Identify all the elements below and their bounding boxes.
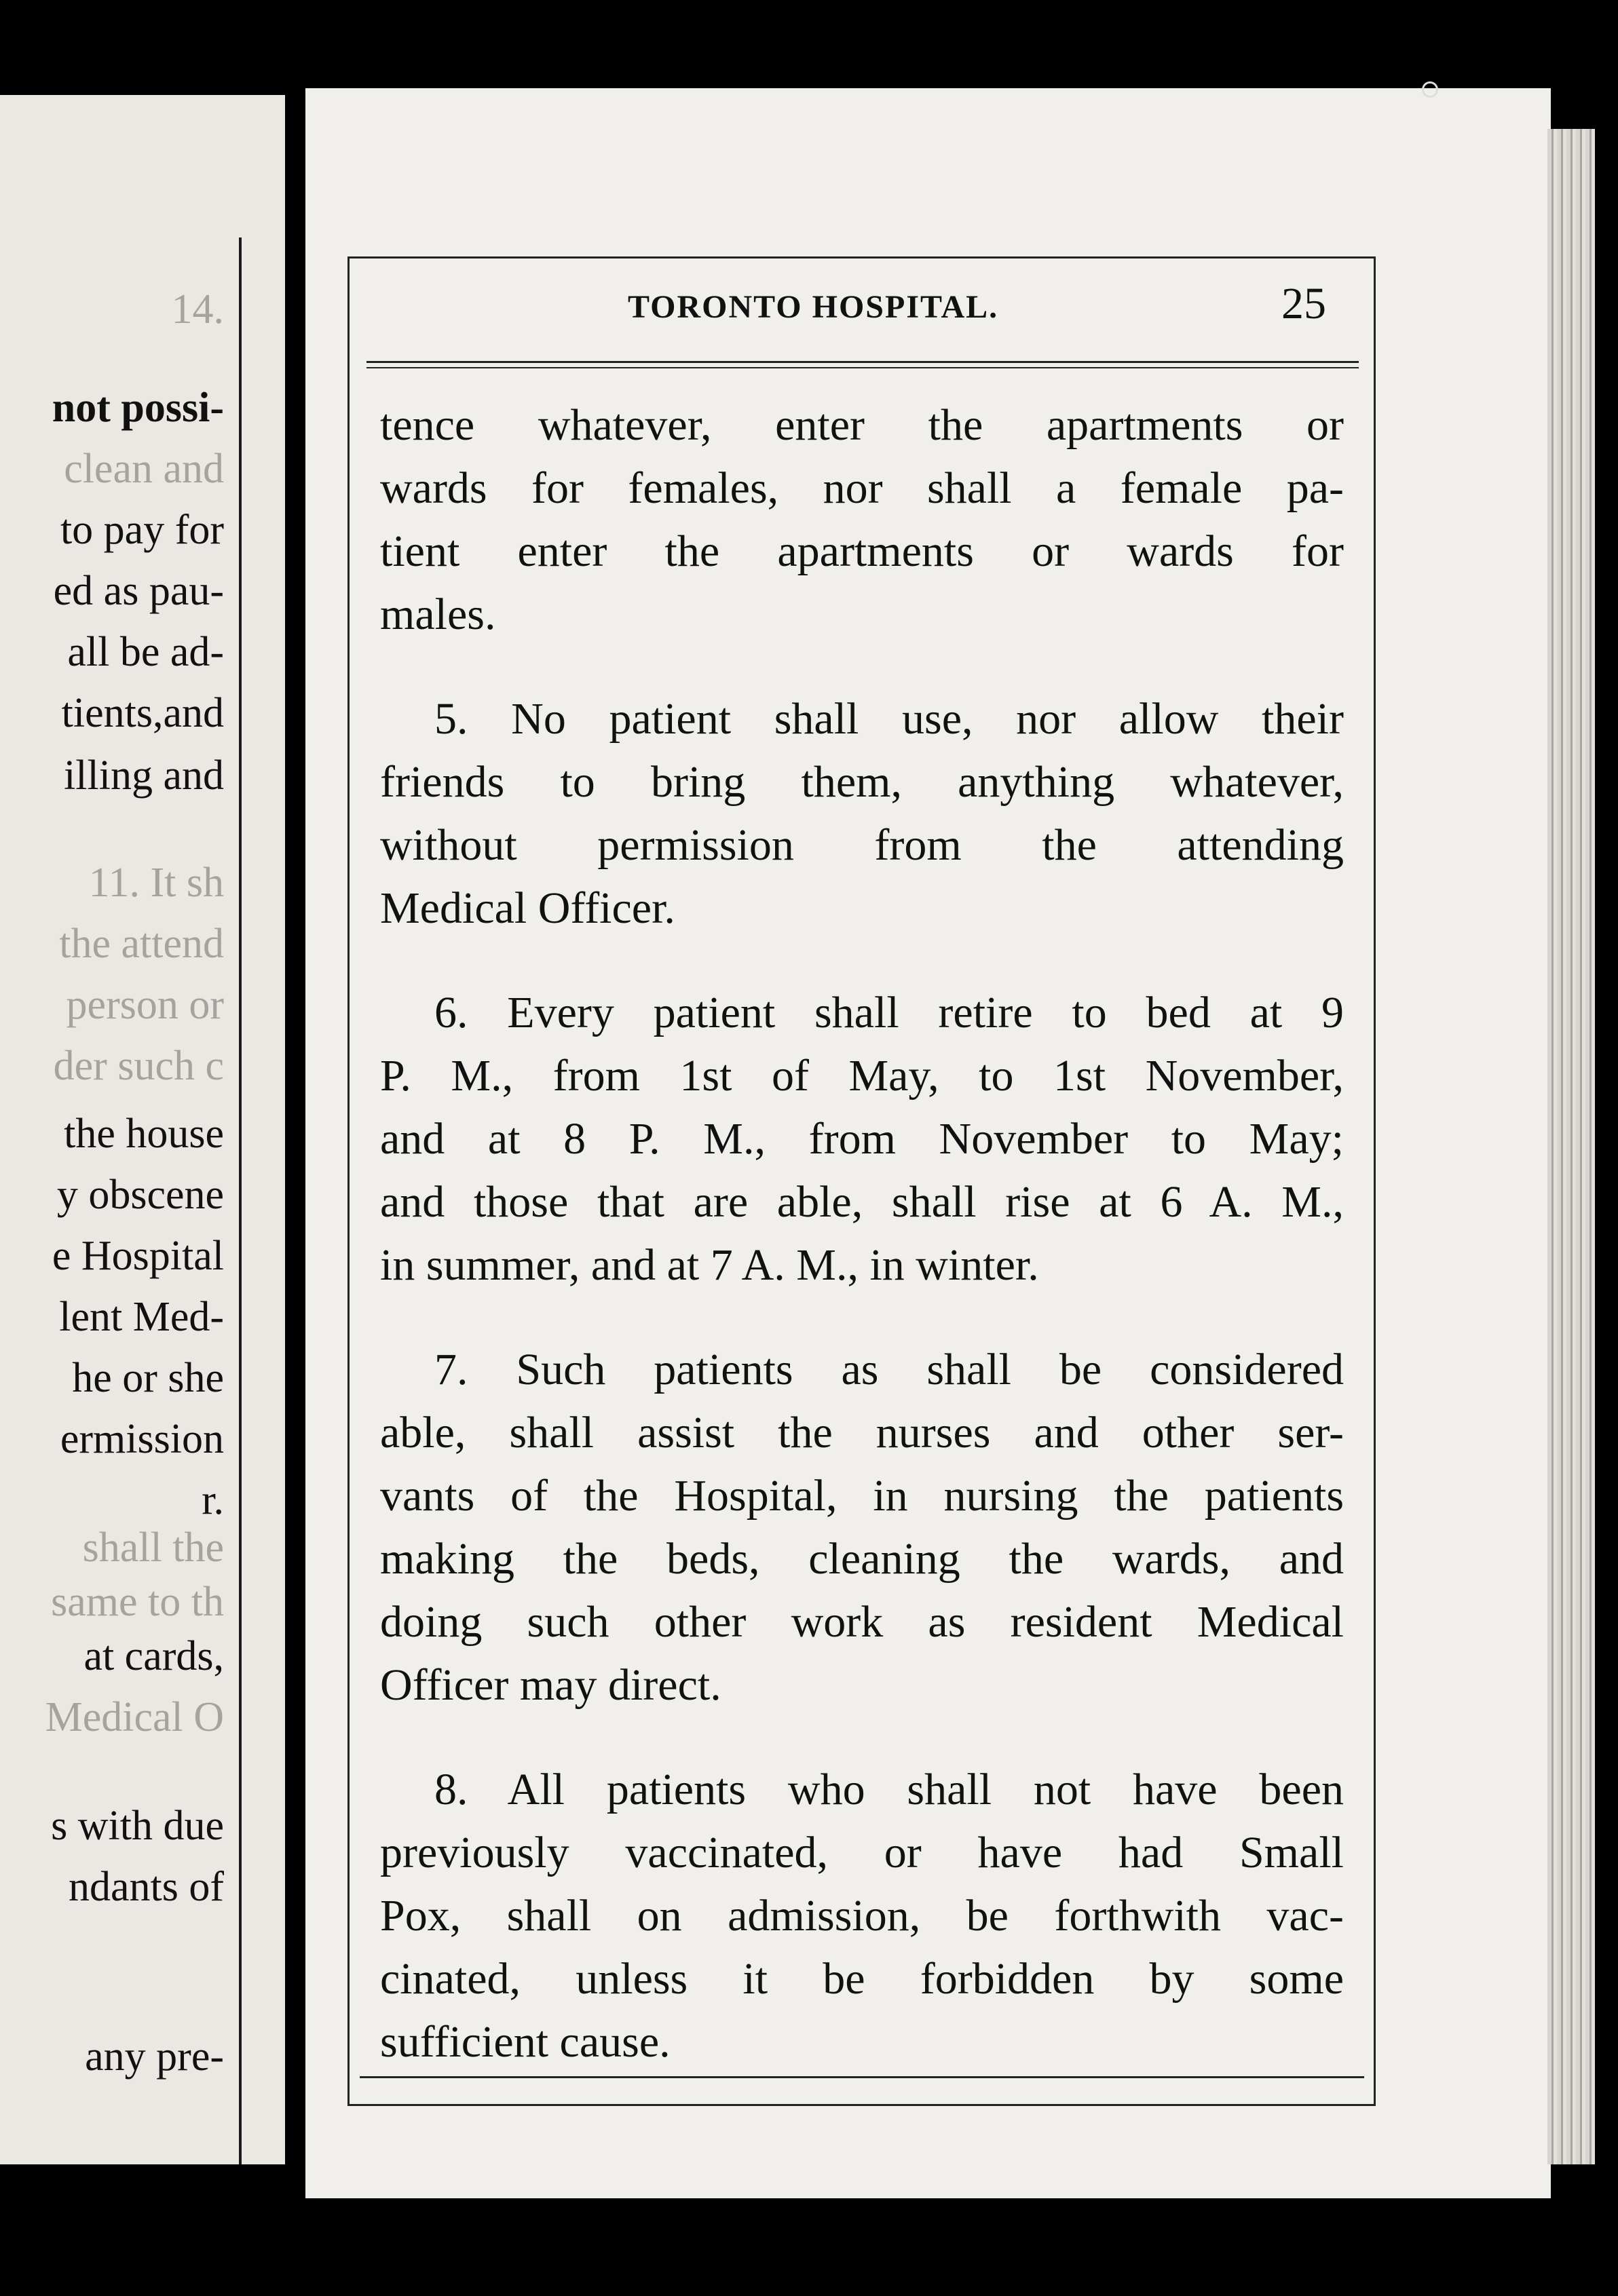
rule-7 (380, 1338, 1344, 1717)
text-line: vants of the Hospital, in nursing the patients (380, 1471, 1344, 1520)
text-line: 6. Every patient shall retire to bed at 9 (434, 988, 1344, 1037)
facing-page-line: e Hospital (52, 1233, 224, 1279)
text-line: 7. Such patients as shall be considered (434, 1345, 1344, 1394)
footer-rule (360, 2076, 1364, 2078)
facing-page-line: ndants of (68, 1864, 224, 1910)
text-line: in summer, and at 7 A. M., in winter. (380, 1240, 1039, 1290)
text-line: previously vaccinated, or have had Small (380, 1828, 1344, 1877)
facing-page-line: the attend (59, 921, 224, 967)
facing-page-line: same to th (51, 1579, 224, 1625)
facing-page-line: der such c (53, 1043, 224, 1089)
text-line: tence whatever, enter the apartments or (380, 400, 1344, 450)
text-line: doing such other work as resident Medical (380, 1597, 1344, 1647)
book-gutter (285, 102, 305, 2178)
facing-page-line: tients,and (61, 690, 224, 736)
page-edges (1547, 129, 1595, 2164)
text-line: friends to bring them, anything whatever, (380, 757, 1344, 807)
text-line: Medical Officer. (380, 883, 675, 933)
rule-6 (380, 981, 1344, 1297)
facing-page-line: he or she (72, 1355, 224, 1401)
scan-mark (1422, 81, 1438, 98)
facing-page-line: ed as pau- (53, 568, 224, 614)
facing-page-line: the house (64, 1111, 224, 1157)
text-line: 8. All patients who shall not have been (434, 1765, 1344, 1814)
text-line: sufficient cause. (380, 2017, 671, 2067)
facing-page-line: person or (66, 982, 224, 1028)
text-line: and those that are able, shall rise at 6 A. M., (380, 1177, 1344, 1227)
facing-page-line: lent Med- (59, 1294, 224, 1340)
running-head: TORONTO HOSPITAL. (628, 289, 999, 325)
page-body (380, 394, 1344, 2115)
facing-page-line: clean and (64, 446, 224, 492)
text-line: and at 8 P. M., from November to May; (380, 1114, 1344, 1164)
facing-page-line: at cards, (83, 1633, 224, 1679)
facing-page-rule (239, 237, 242, 2164)
facing-page-line: shall the (82, 1525, 224, 1571)
facing-page-line: ermission (60, 1416, 224, 1462)
facing-page-line: all be ad- (67, 629, 224, 675)
text-line: making the beds, cleaning the wards, and (380, 1534, 1344, 1584)
text-line: males. (380, 590, 496, 639)
text-line: P. M., from 1st of May, to 1st November, (380, 1051, 1344, 1101)
rule-8 (380, 1758, 1344, 2073)
page-number: 25 (1281, 279, 1326, 328)
facing-page-line: Medical O (45, 1694, 224, 1740)
facing-page-line: any pre- (85, 2033, 224, 2080)
text-line: Pox, shall on admission, be forthwith vac- (380, 1891, 1344, 1940)
text-line: cinated, unless it be forbidden by some (380, 1954, 1344, 2004)
facing-page-line: illing and (64, 752, 224, 799)
paragraph-continuation (380, 394, 1344, 646)
facing-page (0, 95, 285, 2164)
facing-page-line: y obscene (56, 1172, 224, 1218)
facing-page-line: 11. It sh (88, 860, 224, 906)
facing-page-line: not possi- (52, 385, 224, 431)
header-rule (366, 361, 1359, 368)
text-line: wards for females, nor shall a female pa- (380, 463, 1344, 513)
text-line: tient enter the apartments or wards for (380, 527, 1344, 576)
text-line: without permission from the attending (380, 820, 1344, 870)
facing-page-line: 14. (171, 286, 224, 332)
text-line: 5. No patient shall use, nor allow their (434, 694, 1344, 744)
text-line: Officer may direct. (380, 1660, 721, 1710)
facing-page-line: s with due (51, 1803, 224, 1849)
facing-page-line: to pay for (60, 507, 224, 553)
rule-5 (380, 687, 1344, 940)
text-line: able, shall assist the nurses and other ser- (380, 1408, 1344, 1457)
facing-page-line: r. (202, 1477, 224, 1523)
